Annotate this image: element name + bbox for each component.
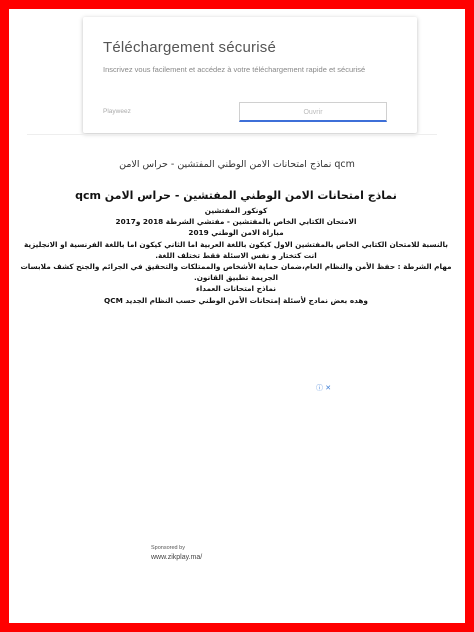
divider <box>27 134 437 135</box>
article-body <box>17 189 455 306</box>
article-line: وهده بعض نمادج لأسئلة إمتحانات الأمن الوطني حسب النظام الجديد QCM <box>104 295 368 305</box>
open-button[interactable]: Ouvrir <box>239 102 387 122</box>
sponsored-link[interactable]: www.zikplay.ma/ <box>151 554 203 561</box>
article-line: نماذج امتحانات العمداء <box>196 284 276 294</box>
article-line: انت كتختار و نفس الاسئلة فقط تختلف اللغة. <box>155 250 317 260</box>
article-heading: نماذج امتحانات الامن الوطني المفتشين - حراس الامن qcm <box>75 189 397 202</box>
page-title: نماذج امتحانات الامن الوطني المفتشين - حراس الامن qcm <box>119 159 355 170</box>
sponsored-label: Sponsored by <box>151 545 185 551</box>
article-line: الامتحان الكتابي الخاص بالمفتشين - مفتشي الشرطة 2018 و2017 <box>115 217 357 227</box>
article-line: مهام الشرطة : حفظ الأمن والنظام العام،ضمان حماية الأشخاص والممتلكات والتحقيق في الجرائم والجنح كشف ملابسات الجريمة تطبيق القانون. <box>20 262 452 283</box>
ad-description: Inscrivez vous facilement et accédez à votre téléchargement rapide et sécurisé <box>103 65 366 74</box>
ad-sponsor: Playweez <box>103 108 131 115</box>
article-line: كونكور المفتشين <box>204 206 268 215</box>
ad-banner[interactable] <box>83 17 417 133</box>
ad-title[interactable]: Téléchargement sécurisé <box>103 39 277 56</box>
article-line: مباراة الامن الوطني 2019 <box>188 228 284 238</box>
adchoices-icon[interactable]: ⓘ ✕ <box>316 384 332 392</box>
article-line: بالنسبة للامتحان الكتابي الخاص بالمفتشين الاول كيكون باللغة العربية اما الثاني كيكون اما باللغة الفرنسية او الانجليزية <box>23 239 449 249</box>
page-container <box>9 9 465 623</box>
